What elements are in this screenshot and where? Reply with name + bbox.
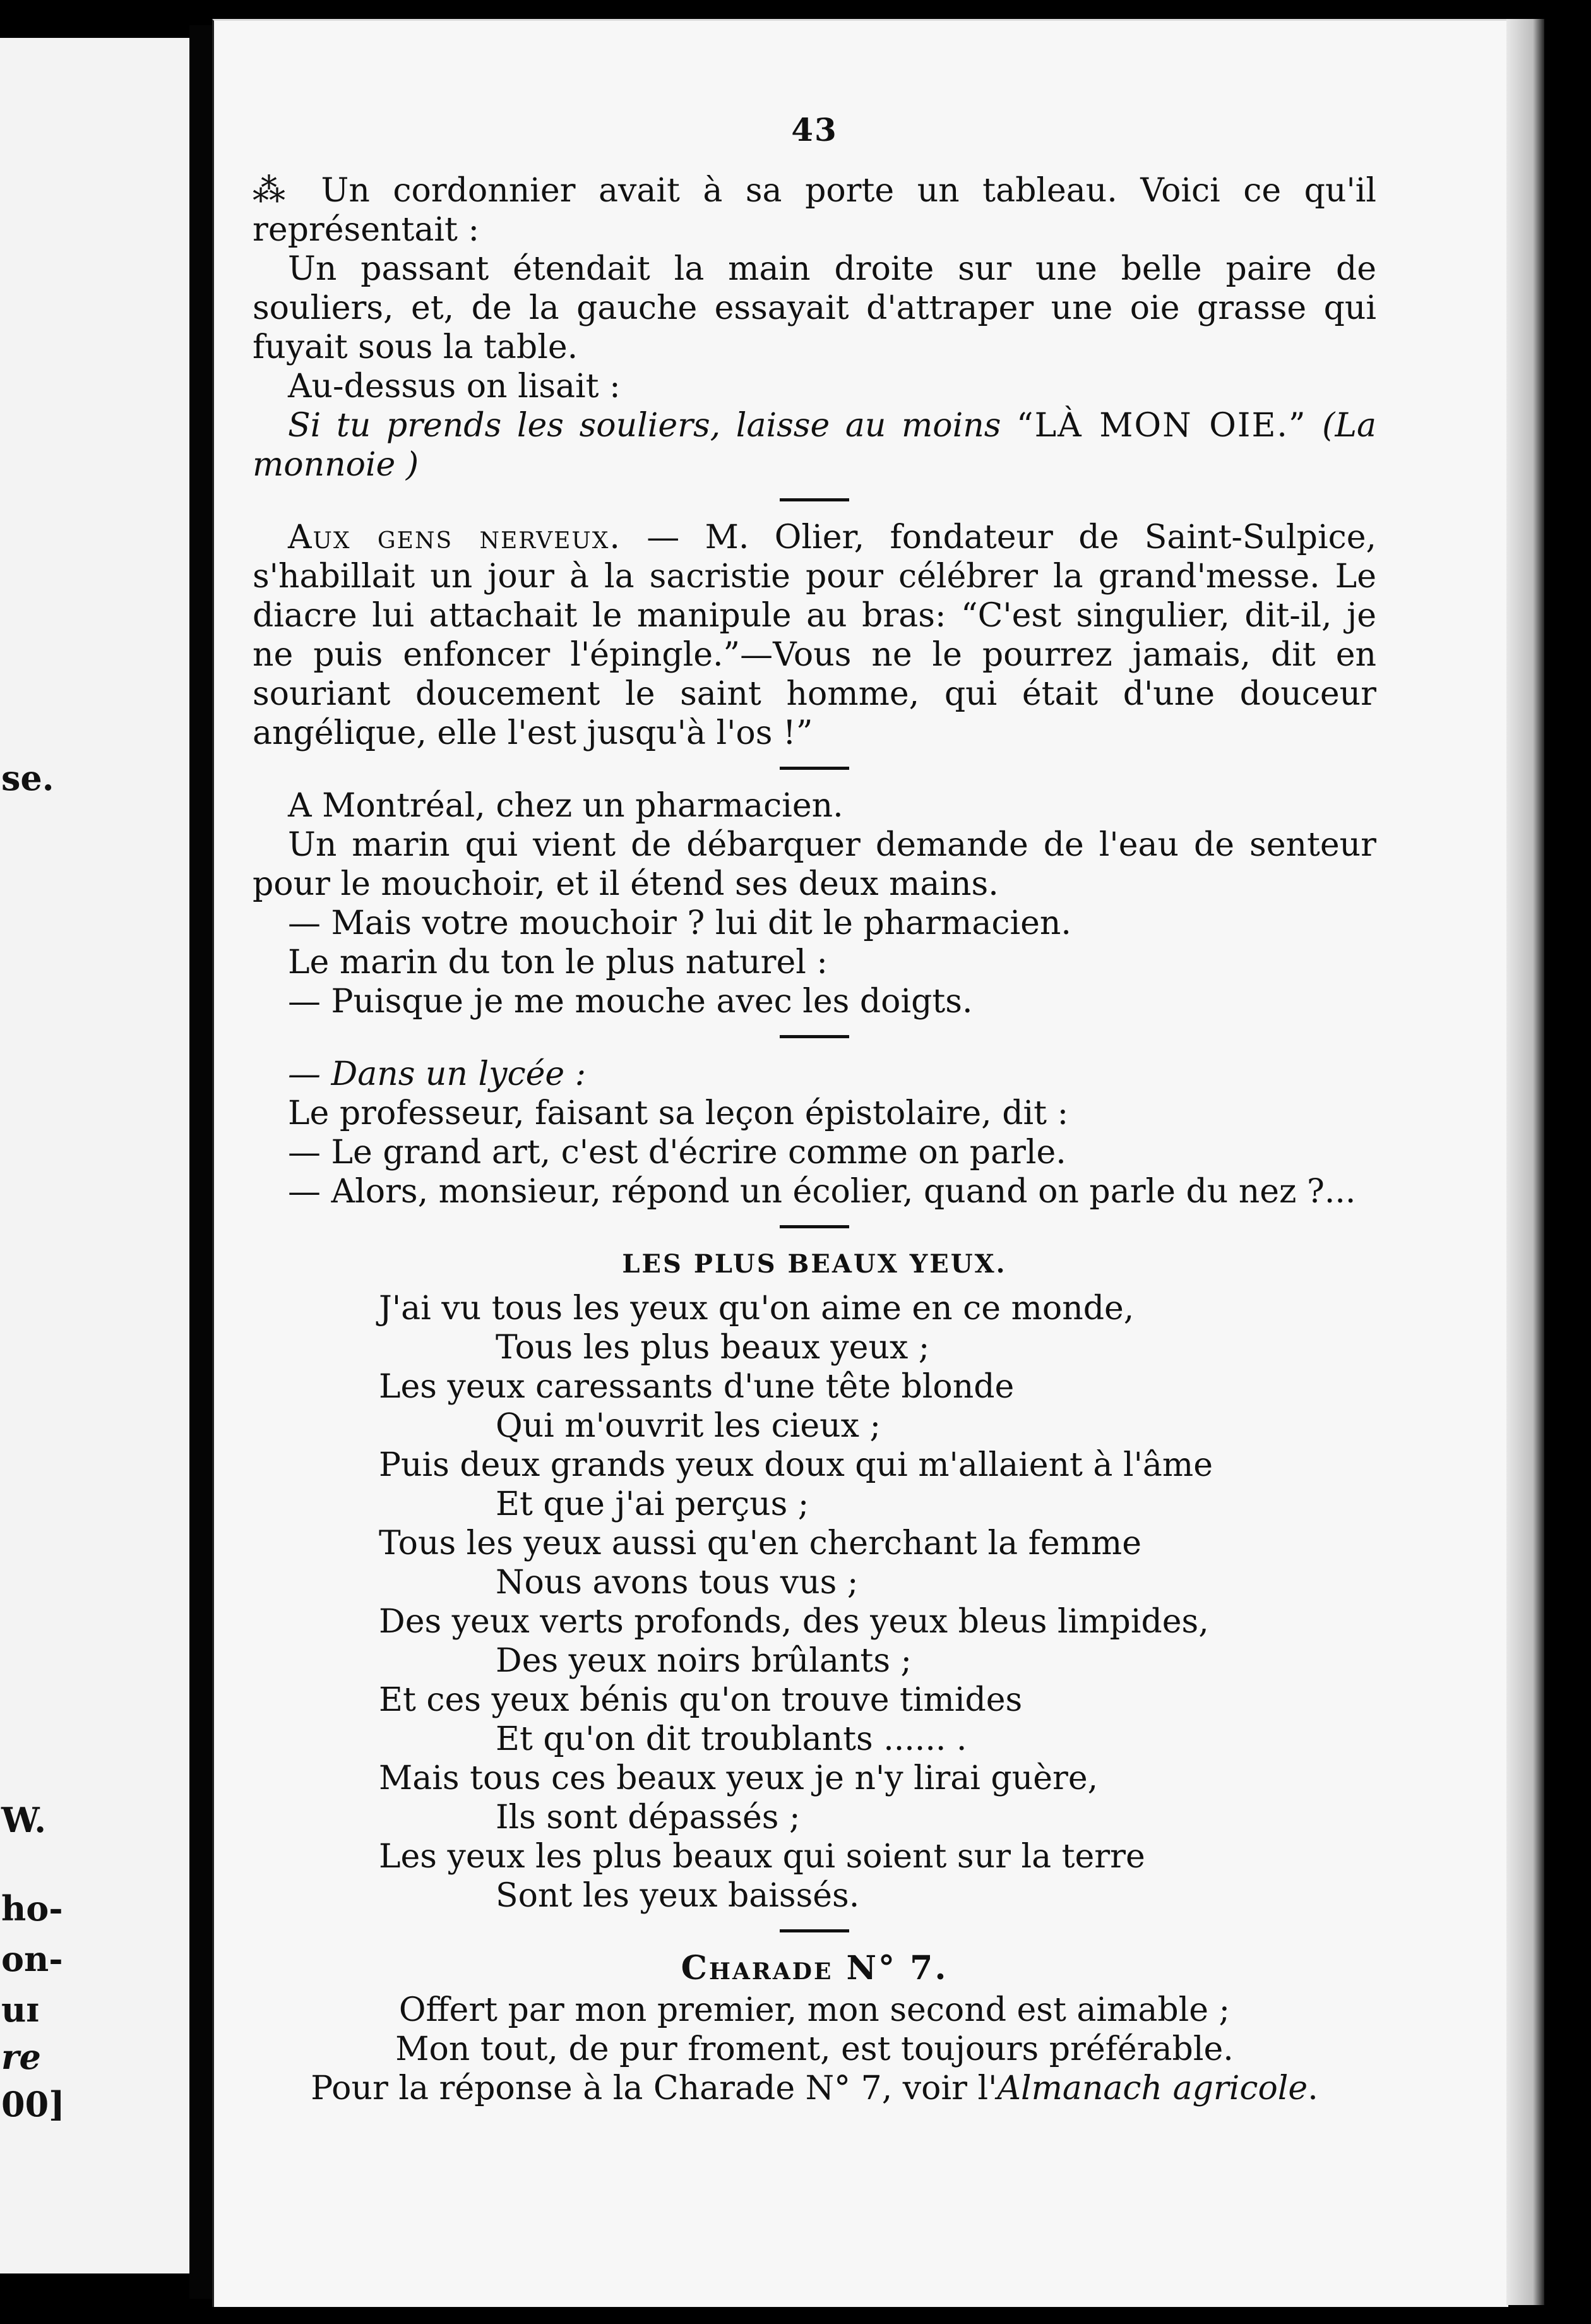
poem-line: Des yeux noirs brûlants ; [496,1642,912,1680]
page-edge [1506,19,1544,2305]
story-paragraph: ⁂ Un cordonnier avait à sa porte un tableau. Voici ce qu'il représentait : [253,172,1377,249]
left-page-fragment [0,38,193,2273]
poem-line: Et ces yeux bénis qu'on trouve timides [379,1681,1023,1719]
poem-line: Nous avons tous vus ; [496,1564,859,1602]
story-lycee [253,1055,1376,1211]
charade-title: Charade N° 7. [681,1949,948,1987]
poem [253,1245,1376,1915]
left-page-text: re [1,2037,41,2077]
story-paragraph: Un marin qui vient de débarquer demande de l'eau de senteur pour le mouchoir, et il étend ses deux mains. [253,826,1376,903]
charade-answer: Pour la réponse à la Charade N° 7, voir l'Almanach agricole. [311,2069,1318,2107]
story-paragraph: Le professeur, faisant sa leçon épistolaire, dit : [288,1094,1069,1132]
poem-line: Tous les yeux aussi qu'en cherchant la femme [379,1524,1142,1562]
section-divider [780,1929,849,1932]
section-divider [780,498,849,501]
poem-line: Les yeux les plus beaux qui soient sur la terre [379,1838,1145,1876]
story-title: — Dans un lycée : [288,1055,587,1093]
story-paragraph: — Puisque je me mouche avec les doigts. [288,983,973,1021]
poem-line: Qui m'ouvrit les cieux ; [496,1407,881,1445]
poem-line: Les yeux caressants d'une tête blonde [379,1368,1015,1406]
left-page-text: uɪ [1,1989,39,2030]
left-page-text: 00] [1,2084,65,2124]
charade-line: Offert par mon premier, mon second est aimable ; [398,1991,1230,2029]
poem-line: J'ai vu tous les yeux qu'on aime en ce monde, [379,1290,1135,1327]
charade-line: Mon tout, de pur froment, est toujours préférable. [395,2030,1234,2068]
poem-line: Et qu'on dit troublants ...... . [496,1720,967,1758]
story-paragraph: — Alors, monsieur, répond un écolier, quand on parle du nez ?... [288,1173,1356,1211]
section-divider [780,767,849,770]
page-number: 43 [791,111,838,148]
left-page-text: W. [1,1800,47,1840]
poem-title: LES PLUS BEAUX YEUX. [622,1249,1007,1279]
poem-line: Des yeux verts profonds, des yeux bleus limpides, [379,1603,1209,1641]
poem-line: Puis deux grands yeux doux qui m'allaient à l'âme [379,1446,1213,1484]
story-paragraph: Le marin du ton le plus naturel : [288,943,828,981]
poem-body [379,1289,1376,1915]
story-paragraph: — Le grand art, c'est d'écrire comme on parle. [288,1134,1066,1171]
poem-line: Et que j'ai perçus ; [496,1485,809,1523]
story-quote: Si tu prends les souliers, laisse au moins “LÀ MON OIE.” (La monnoie ) [253,407,1376,484]
left-page-text: se. [1,758,54,798]
story-title: Aux gens nerveux. [288,518,621,556]
story-paragraph: Aux gens nerveux. — M. Olier, fondateur de Saint-Sulpice, s'habillait un jour à la sacristie pour célébrer la grand'messe. Le diacre lui attachait le manipule au bras: “C'est singulier, dit-il, je ne puis enfoncer l'épingle.”—Vous ne le pourrez jamais, dit en souriant doucement le saint homme, qui était d'une douceur angélique, elle l'est jusqu'à l'os !” [253,518,1377,752]
section-divider [780,1225,849,1228]
charade [253,1949,1376,2108]
story-paragraph: Un passant étendait la main droite sur une belle paire de souliers, et, de la gauche essayait d'attraper une oie grasse qui fuyait sous la table. [253,250,1376,366]
left-page-text: on- [1,1939,63,1979]
story-gens-nerveux [253,518,1376,753]
section-divider [780,1035,849,1038]
poem-line: Sont les yeux baissés. [496,1877,860,1915]
left-page-text: ho- [1,1888,63,1929]
story-cordonnier [253,171,1376,484]
story-source: (La monnoie ) [253,407,1376,484]
story-paragraph: A Montréal, chez un pharmacien. [288,787,843,825]
book-gutter [189,25,215,2299]
story-paragraph: Au-dessus on lisait : [288,368,621,405]
story-paragraph: — Mais votre mouchoir ? lui dit le pharmacien. [288,904,1071,942]
poem-line: Mais tous ces beaux yeux je n'y lirai guère, [379,1759,1099,1797]
story-pharmacien [253,786,1376,1021]
poem-line: Tous les plus beaux yeux ; [496,1329,930,1367]
asterism-icon: ⁂ [253,172,298,210]
page-content [253,111,1376,2108]
page-edge-shadow [1544,13,1591,2324]
poem-line: Ils sont dépassés ; [496,1799,801,1836]
